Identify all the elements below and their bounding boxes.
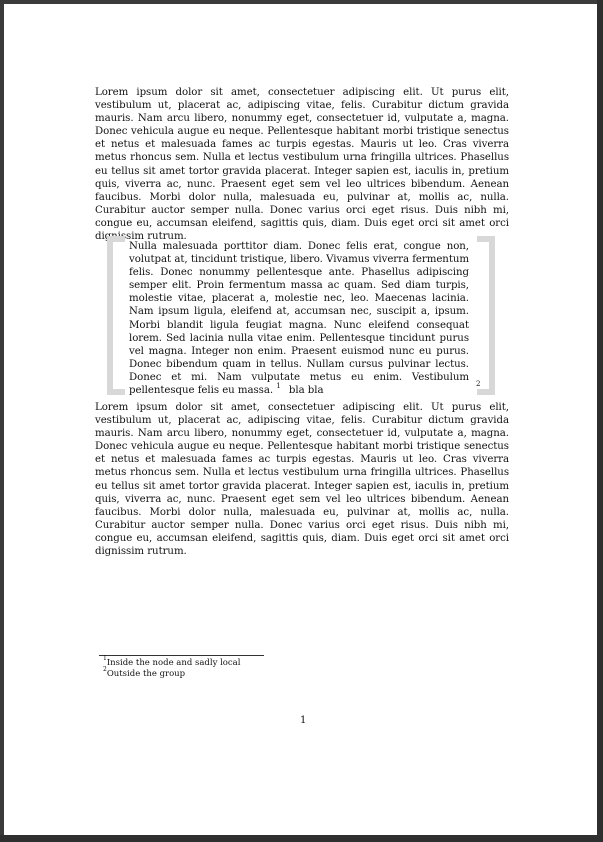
footnotes-section (103, 655, 363, 680)
quote-body: Nulla malesuada porttitor diam. Donec felis erat, congue non, volutpat at, tincidunt tristique, libero. Vivamus viverra fermentum felis. Donec nonummy pellentesque ante. Phasellus adipiscing semper elit. Proin fermentum massa ac quam. Sed diam turpis, molestie vitae, placerat a, molestie nec, leo. Maecenas lacinia. Nam ipsum ligula, eleifend at, accumsan nec, suscipit a, ipsum. Morbi blandit ligula feugiat magna. Nunc eleifend consequat lorem. Sed lacinia nulla vitae enim. Pellentesque tincidunt purus vel magna. Integer non enim. Praesent euismod nunc eu purus. Donec bibendum quam in tellus. Nullam cursus pulvinar lectus. Donec et mi. Nam vulputate metus eu enim. Vestibulum pellentesque felis eu massa. (129, 241, 469, 397)
footnote-item-1 (103, 655, 363, 669)
body-paragraph-2: Lorem ipsum dolor sit amet, consectetuer adipiscing elit. Ut purus elit, vestibulum ut, placerat ac, adipiscing vitae, felis. Curabitur dictum gravida mauris. Nam arcu libero, nonummy eget, consectetuer id, vulputate a, magna. Donec vehicula augue eu neque. Pellentesque habitant morbi tristique senectus et netus et malesuada fames ac turpis egestas. Mauris ut leo. Cras viverra metus rhoncus sem. Nulla et lectus vestibulum urna fringilla ultrices. Phasellus eu tellus sit amet tortor gravida placerat. Integer sapien est, iaculis in, pretium quis, viverra ac, nunc. Praesent eget sem vel leo ultrices bibendum. Aenean faucibus. Morbi dolor nulla, malesuada eu, pulvinar at, mollis ac, nulla. Curabitur auctor semper nulla. Donec varius orci eget risus. Duis nibh mi, congue eu, accumsan eleifend, sagittis quis, diam. Duis eget orci sit amet orci dignissim rutrum. (95, 402, 509, 558)
footnote-separator-rule (99, 655, 264, 656)
footnote-text-1: Inside the node and sadly local (106, 658, 241, 668)
footnote-item-2 (103, 666, 363, 680)
inside-footnote-marker[interactable]: 1 (276, 381, 281, 390)
viewer-bottom-edge (0, 835, 603, 842)
bracketed-quote-box (107, 236, 495, 398)
body-paragraph-1: Lorem ipsum dolor sit amet, consectetuer adipiscing elit. Ut purus elit, vestibulum ut, placerat ac, adipiscing vitae, felis. Curabitur dictum gravida mauris. Nam arcu libero, nonummy eget, consectetuer id, vulputate a, magna. Donec vehicula augue eu neque. Pellentesque habitant morbi tristique senectus et netus et malesuada fames ac turpis egestas. Mauris ut leo. Cras viverra metus rhoncus sem. Nulla et lectus vestibulum urna fringilla ultrices. Phasellus eu tellus sit amet tortor gravida placerat. Integer sapien est, iaculis in, pretium quis, viverra ac, nunc. Praesent eget sem vel leo ultrices bibendum. Aenean faucibus. Morbi dolor nulla, malesuada eu, pulvinar at, mollis ac, nulla. Curabitur auctor semper nulla. Donec varius orci eget risus. Duis nibh mi, congue eu, accumsan eleifend, sagittis quis, diam. Duis eget orci sit amet orci dignissim rutrum. (95, 87, 509, 243)
footnote-mark-1: 1 (103, 655, 107, 663)
bracketed-quote-text-block (129, 240, 469, 397)
right-bracket-decoration (477, 236, 495, 395)
left-bracket-decoration (107, 236, 125, 395)
viewer-right-edge (597, 0, 603, 842)
quote-tail-text: bla bla (288, 385, 324, 397)
document-page (4, 4, 597, 835)
footnote-text-2: Outside the group (106, 669, 186, 679)
outside-footnote-marker[interactable]: 2 (476, 380, 481, 388)
footnote-mark-2: 2 (103, 666, 107, 674)
page-number: 1 (300, 715, 307, 726)
